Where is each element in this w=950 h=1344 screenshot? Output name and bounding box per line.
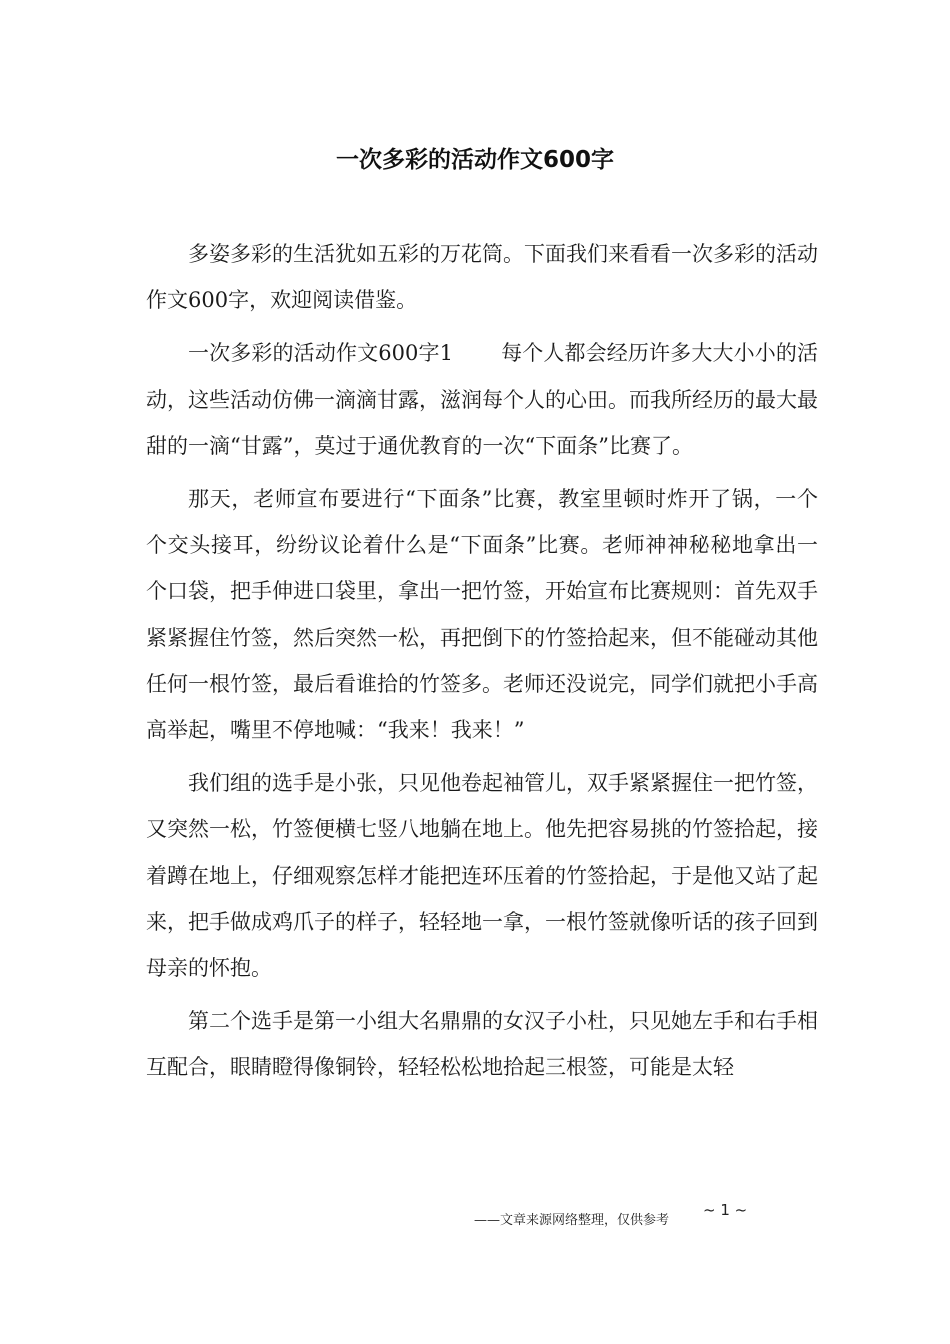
paragraph-second-player	[146, 998, 818, 1090]
paragraph-first-player	[146, 760, 818, 991]
essay-heading: 一次多彩的活动作文600字1	[188, 341, 453, 366]
paragraph-text: 那天，老师宣布要进行“下面条”比赛，教室里顿时炸开了锅，一个个交头接耳，纷纷议论着什么是“下面条”比赛。老师神神秘秘地拿出一个口袋，把手伸进口袋里，拿出一把竹签，开始宣布比赛规则：首先双手紧紧握住竹签，然后突然一松，再把倒下的竹签拾起来，但不能碰动其他任何一根竹签，最后看谁拾的竹签多。老师还没说完，同学们就把小手高高举起，嘴里不停地喊：“我来！我来！”	[146, 487, 818, 743]
footer-source-note: ——文章来源网络整理，仅供参考	[474, 1213, 670, 1228]
paragraph-announcement	[146, 476, 818, 753]
document-title: 一次多彩的活动作文600字	[335, 147, 614, 173]
page-number: ~ 1 ~	[703, 1201, 748, 1219]
paragraph-text: 每个人都会经历许多大大小小的活动，这些活动仿佛一滴滴甘露，滋润每个人的心田。而我所经历的最大最甜的一滴“甘露”，莫过于通优教育的一次“下面条”比赛了。	[146, 341, 818, 458]
document-body	[146, 231, 818, 1091]
paragraph-text: 多姿多彩的生活犹如五彩的万花筒。下面我们来看看一次多彩的活动作文600字，欢迎阅读借鉴。	[146, 242, 818, 313]
paragraph-text: 我们组的选手是小张，只见他卷起袖管儿，双手紧紧握住一把竹签，又突然一松，竹签便横七竖八地躺在地上。他先把容易挑的竹签拾起，接着蹲在地上，仔细观察怎样才能把连环压着的竹签拾起，于是他又站了起来，把手做成鸡爪子的样子，轻轻地一拿，一根竹签就像听话的孩子回到母亲的怀抱。	[146, 771, 818, 981]
paragraph-essay-start	[146, 330, 818, 469]
paragraph-text: 第二个选手是第一小组大名鼎鼎的女汉子小杜，只见她左手和右手相互配合，眼睛瞪得像铜铃，轻轻松松地拾起三根签，可能是太轻	[146, 1009, 818, 1080]
paragraph-intro	[146, 231, 818, 323]
